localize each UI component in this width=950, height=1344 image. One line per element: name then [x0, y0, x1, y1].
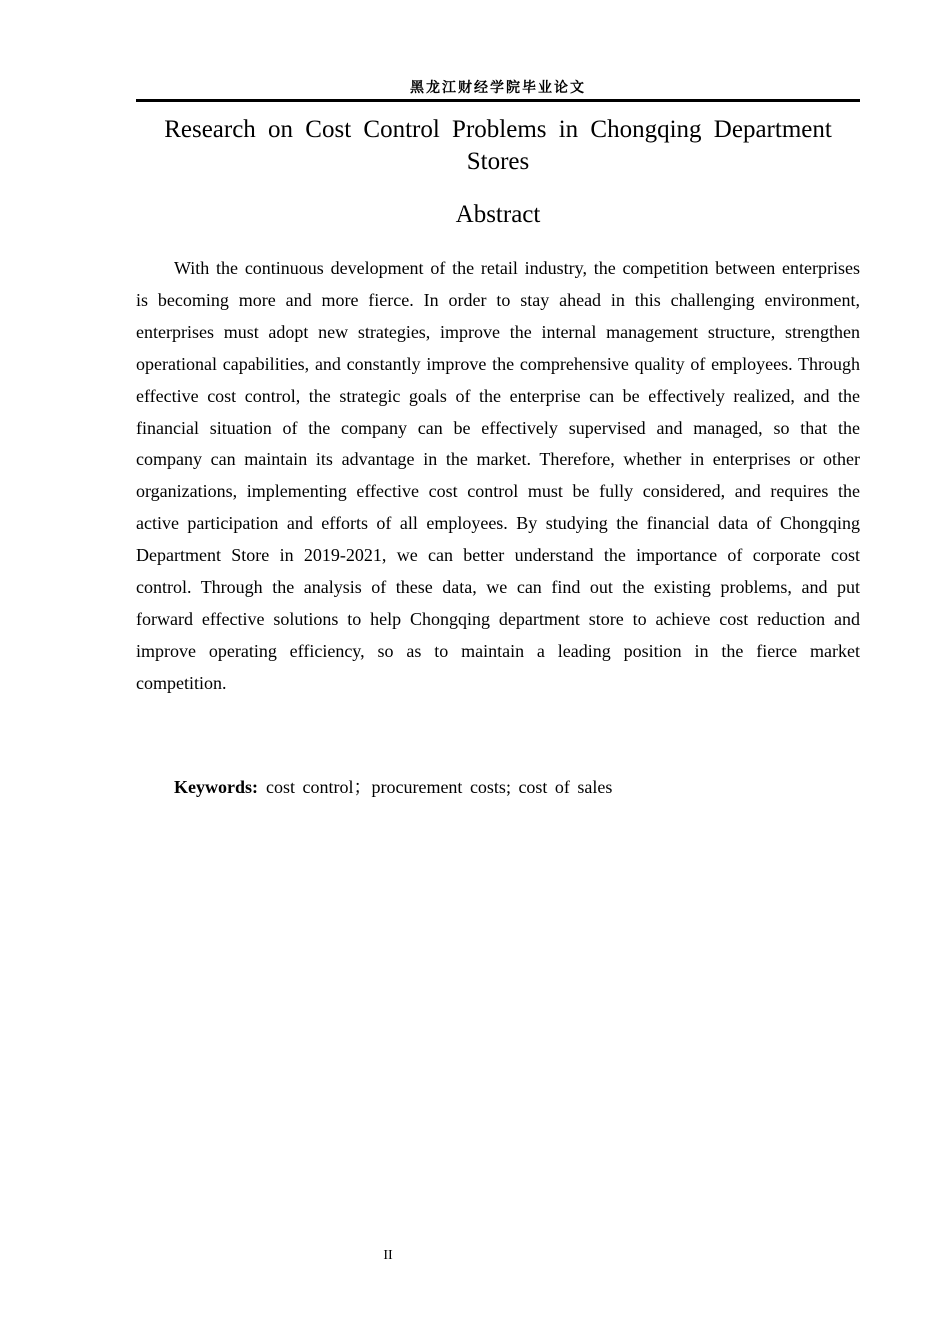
page-number: II — [383, 1248, 393, 1263]
running-header: 黑龙江财经学院毕业论文 — [410, 80, 586, 96]
paper-title: Research on Cost Control Problems in Chongqing Department Stores — [164, 116, 832, 175]
abstract-heading: Abstract — [455, 201, 541, 228]
header-rule — [136, 99, 860, 102]
keywords-text: cost control；procurement costs; cost of sales — [266, 777, 613, 797]
keywords-label: Keywords: — [174, 777, 258, 797]
abstract-body: With the continuous development of the retail industry, the competition between enterprises is becoming more and more fierce. In order to stay ahead in this challenging environment, enterprises must adopt new strategies, improve the internal management structure, strengthen operational capabilities, and constantly improve the comprehensive quality of employees. Through effective cost control, the strategic goals of the enterprise can be effectively realized, and the financial situation of the company can be effectively supervised and managed, so that the company can maintain its advantage in the market. Therefore, whether in enterprises or other organizations, implementing effective cost control must be fully considered, and requires the active participation and efforts of all employees. By studying the financial data of Chongqing Department Store in 2019-2021, we can better understand the importance of corporate cost control. Through the analysis of these data, we can find out the existing problems, and put forward effective solutions to help Chongqing department store to achieve cost reduction and improve operating efficiency, so as to maintain a leading position in the fierce market competition. — [136, 258, 860, 693]
keywords-line — [174, 773, 860, 801]
